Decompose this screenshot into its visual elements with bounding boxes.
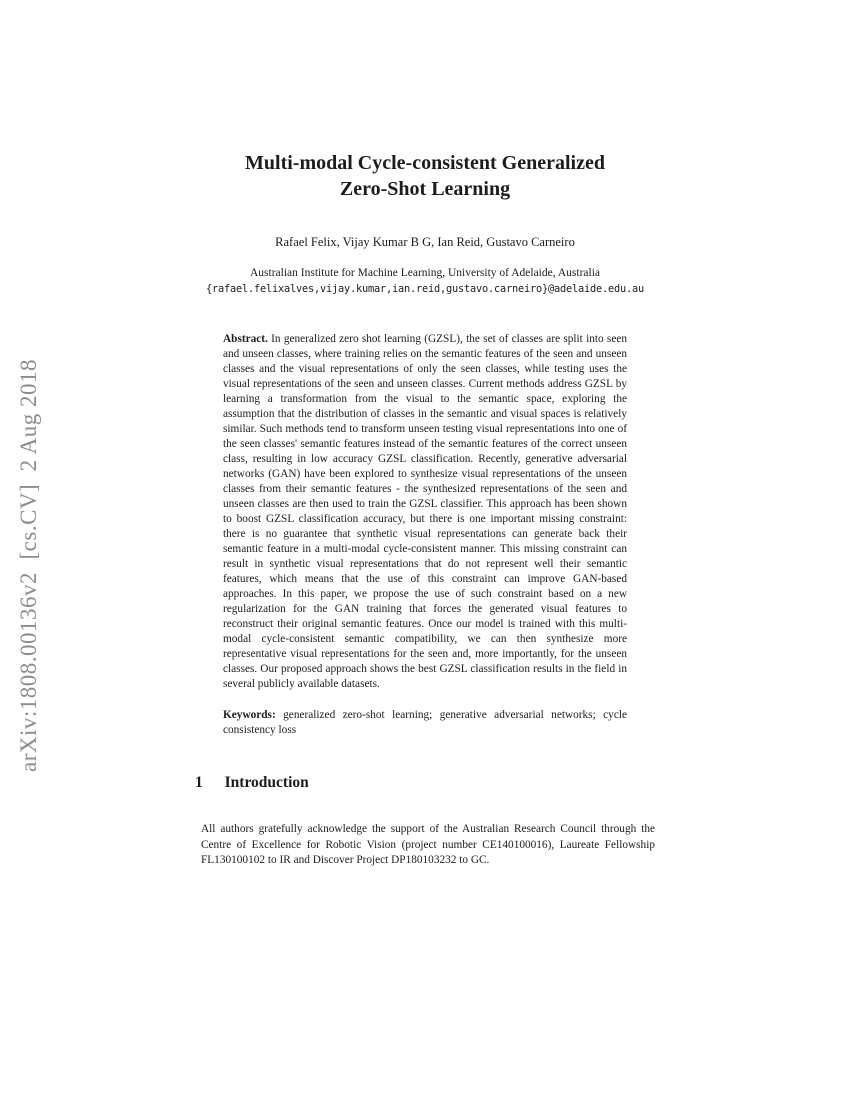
- section-heading: [195, 774, 655, 792]
- keywords-paragraph: [223, 708, 627, 738]
- keywords-label: Keywords:: [223, 709, 276, 721]
- abstract-label: Abstract.: [223, 333, 268, 345]
- abstract-block: [223, 332, 627, 738]
- section-title: Introduction: [224, 774, 309, 791]
- author-emails: {rafael.felixalves,vijay.kumar,ian.reid,gustavo.carneiro}@adelaide.edu.au: [206, 283, 644, 295]
- title-line-1: Multi-modal Cycle-consistent Generalized: [245, 152, 605, 174]
- acknowledgement-footnote: All authors gratefully acknowledge the support of the Australian Research Council through the Centre of Excellence for Robotic Vision (project number CE140100016), Laureate Fellowship FL130100102 to IR and Discover Project DP180103232 to GC.: [201, 823, 655, 866]
- arxiv-watermark: arXiv:1808.00136v2 [cs.CV] 2 Aug 2018: [16, 358, 41, 772]
- author-list: Rafael Felix, Vijay Kumar B G, Ian Reid, Gustavo Carneiro: [275, 235, 575, 249]
- paper-title: [195, 150, 655, 202]
- abstract-paragraph: [223, 332, 627, 692]
- section-number: 1: [195, 774, 203, 791]
- title-line-2: Zero-Shot Learning: [339, 178, 511, 200]
- abstract-text: In generalized zero shot learning (GZSL), the set of classes are split into seen and unseen classes, where training relies on the semantic features of the seen and unseen classes and the visual representations of only the seen classes, while testing uses the visual representations of the seen and unseen classes. Current methods address GZSL by learning a transformation from the visual to the semantic space, exploring the assumption that the distribution of classes in the semantic and visual spaces is relatively similar. Such methods tend to transform unseen testing visual representations into one of the seen classes' semantic features instead of the semantic features of the correct unseen class, resulting in low accuracy GZSL classification. Recently, generative adversarial networks (GAN) have been explored to synthesize visual representations of the unseen classes from their semantic features - the synthesized representations of the seen and unseen classes are then used to train the GZSL classifier. This approach has been shown to boost GZSL classification accuracy, but there is one important missing constraint: there is no guarantee that synthetic visual representations can generate back their semantic feature in a multi-modal cycle-consistent manner. This missing constraint can result in synthetic visual representations that do not represent well their semantic features, which means that the use of this constraint can improve GAN-based approaches. In this paper, we propose the use of such constraint based on a new regularization for the GAN training that forces the generated visual features to reconstruct their original semantic features. Once our model is trained with this multi-modal cycle-consistent semantic compatibility, we can then synthesize more representative visual representations for the seen and, more importantly, for the unseen classes. Our proposed approach shows the best GZSL classification results in the field in several publicly available datasets.: [223, 333, 627, 690]
- paper-content: [195, 0, 655, 869]
- keywords-text: generalized zero-shot learning; generative adversarial networks; cycle consistency loss: [223, 709, 627, 736]
- affiliation: Australian Institute for Machine Learning, University of Adelaide, Australia: [249, 267, 600, 279]
